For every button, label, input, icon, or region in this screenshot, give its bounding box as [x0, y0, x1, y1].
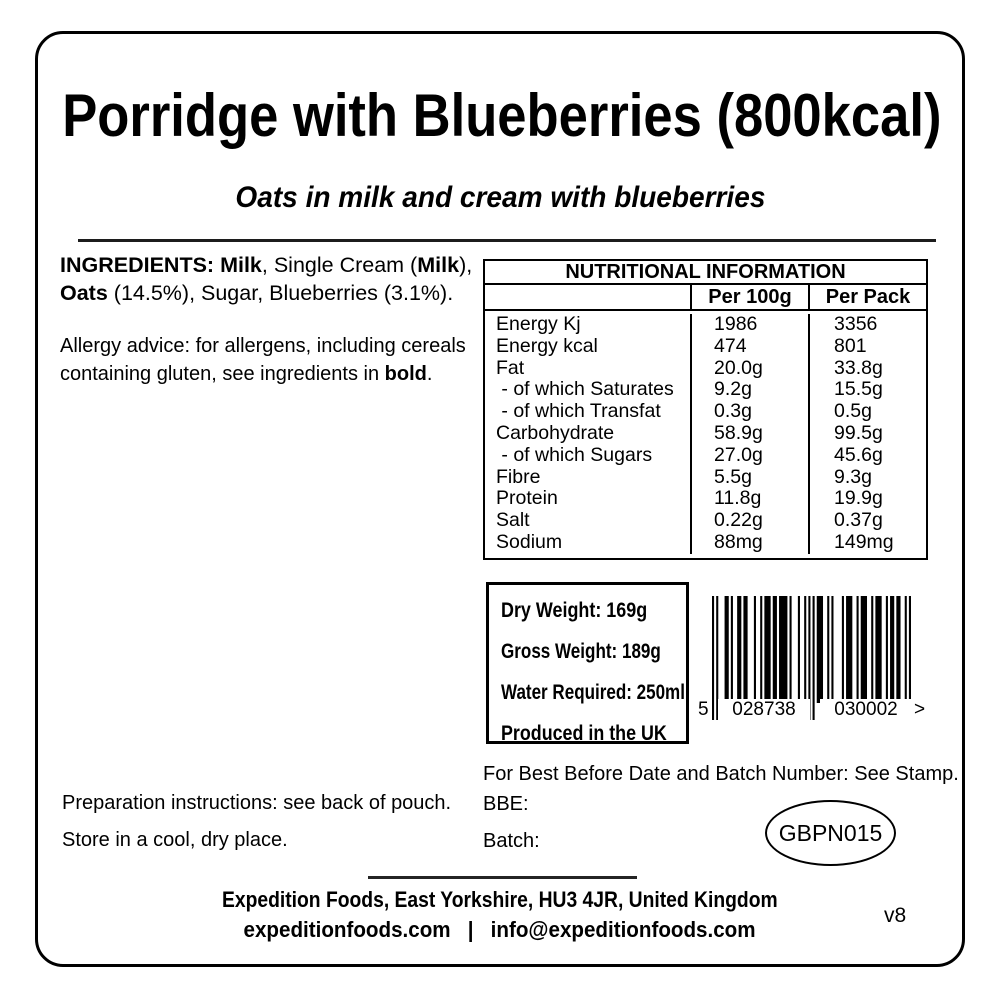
- version-label: v8: [884, 904, 907, 927]
- table-row: [485, 423, 926, 445]
- row-label: Energy Kj: [485, 314, 692, 336]
- allergy-advice-text: Allergy advice: for allergens, including cereals containing gluten, see ingredients in bold.: [60, 335, 466, 385]
- nutrition-table-body: [485, 311, 926, 558]
- value-per-pack: 3356: [834, 313, 878, 335]
- value-per-pack: 19.9g: [834, 487, 883, 510]
- row-label: Carbohydrate: [485, 423, 692, 445]
- value-per-pack: 0.5g: [834, 400, 872, 423]
- col-header-per-100g: Per 100g: [692, 285, 810, 309]
- row-label: Salt: [485, 510, 692, 532]
- value-per-100g: 58.9g: [692, 423, 810, 445]
- value-per-pack: 99.5g: [834, 421, 883, 444]
- row-label: Protein: [485, 488, 692, 510]
- row-label: - of which Transfat: [485, 401, 692, 423]
- best-before-note: For Best Before Date and Batch Number: See Stamp.: [483, 763, 959, 785]
- produced-in-text: Produced in the UK: [501, 722, 667, 745]
- value-per-100g: 9.2g: [692, 379, 810, 401]
- value-per-pack: 15.5g: [834, 378, 883, 401]
- table-row: [485, 445, 926, 467]
- row-label: - of which Saturates: [485, 379, 692, 401]
- value-per-100g: 27.0g: [692, 445, 810, 467]
- preparation-note: Preparation instructions: see back of pouch.: [62, 792, 452, 814]
- dry-weight-text: Dry Weight: 169g: [501, 599, 648, 622]
- footer-divider: [368, 876, 637, 879]
- value-per-100g: 11.8g: [692, 488, 810, 510]
- nutrition-table: [483, 259, 928, 560]
- value-per-pack: 9.3g: [834, 465, 872, 488]
- value-per-100g: 0.22g: [692, 510, 810, 532]
- barcode-end-mark: >: [914, 699, 926, 720]
- barcode: [698, 596, 936, 730]
- weights-box: [486, 582, 689, 744]
- footer-address: Expedition Foods, East Yorkshire, HU3 4JR, United Kingdom: [222, 887, 778, 912]
- water-required-text: Water Required: 250ml: [501, 681, 685, 704]
- table-row: [485, 358, 926, 380]
- table-row: [485, 379, 926, 401]
- nutrition-table-header: [485, 285, 926, 311]
- ingredients-text: INGREDIENTS: Milk, Single Cream (Milk), Oats (14.5%), Sugar, Blueberries (3.1%).: [60, 253, 473, 305]
- row-label: Energy kcal: [485, 336, 692, 358]
- table-row: [485, 510, 926, 532]
- value-per-pack: 45.6g: [834, 443, 883, 466]
- bbe-label: BBE:: [483, 793, 529, 815]
- value-per-100g: 1986: [692, 314, 810, 336]
- col-header-per-pack: Per Pack: [825, 286, 911, 308]
- value-per-100g: 0.3g: [692, 401, 810, 423]
- value-per-pack: 33.8g: [834, 356, 883, 379]
- row-label: Fibre: [485, 467, 692, 489]
- value-per-100g: 20.0g: [692, 358, 810, 380]
- product-subtitle: Oats in milk and cream with blueberries: [234, 181, 765, 214]
- value-per-100g: 88mg: [692, 532, 810, 554]
- value-per-pack: 801: [834, 334, 867, 357]
- row-label: Sodium: [485, 532, 692, 554]
- batch-label: Batch:: [483, 830, 540, 852]
- table-row: [485, 532, 926, 554]
- table-row: [485, 336, 926, 358]
- storage-note: Store in a cool, dry place.: [62, 829, 288, 851]
- table-row: [485, 314, 926, 336]
- header-divider: [78, 239, 936, 242]
- row-label: - of which Sugars: [485, 445, 692, 467]
- header-empty-cell: [485, 285, 692, 309]
- barcode-digits-left: 028738: [718, 699, 810, 720]
- value-per-100g: 5.5g: [692, 467, 810, 489]
- footer-contacts: expeditionfoods.com | info@expeditionfoods.com: [243, 917, 757, 942]
- nutrition-table-title: NUTRITIONAL INFORMATION: [485, 261, 926, 285]
- page-title: Porridge with Blueberries (800kcal): [62, 82, 942, 149]
- table-row: [485, 488, 926, 510]
- value-per-pack: 149mg: [834, 530, 894, 553]
- value-per-pack: 0.37g: [834, 509, 883, 532]
- table-row: [485, 401, 926, 423]
- gross-weight-text: Gross Weight: 189g: [501, 640, 661, 663]
- barcode-digits-right: 030002: [820, 699, 912, 720]
- table-row: [485, 467, 926, 489]
- value-per-100g: 474: [692, 336, 810, 358]
- row-label: Fat: [485, 358, 692, 380]
- barcode-digit-lead: 5: [698, 699, 709, 720]
- batch-stamp-oval: GBPN015: [765, 800, 896, 866]
